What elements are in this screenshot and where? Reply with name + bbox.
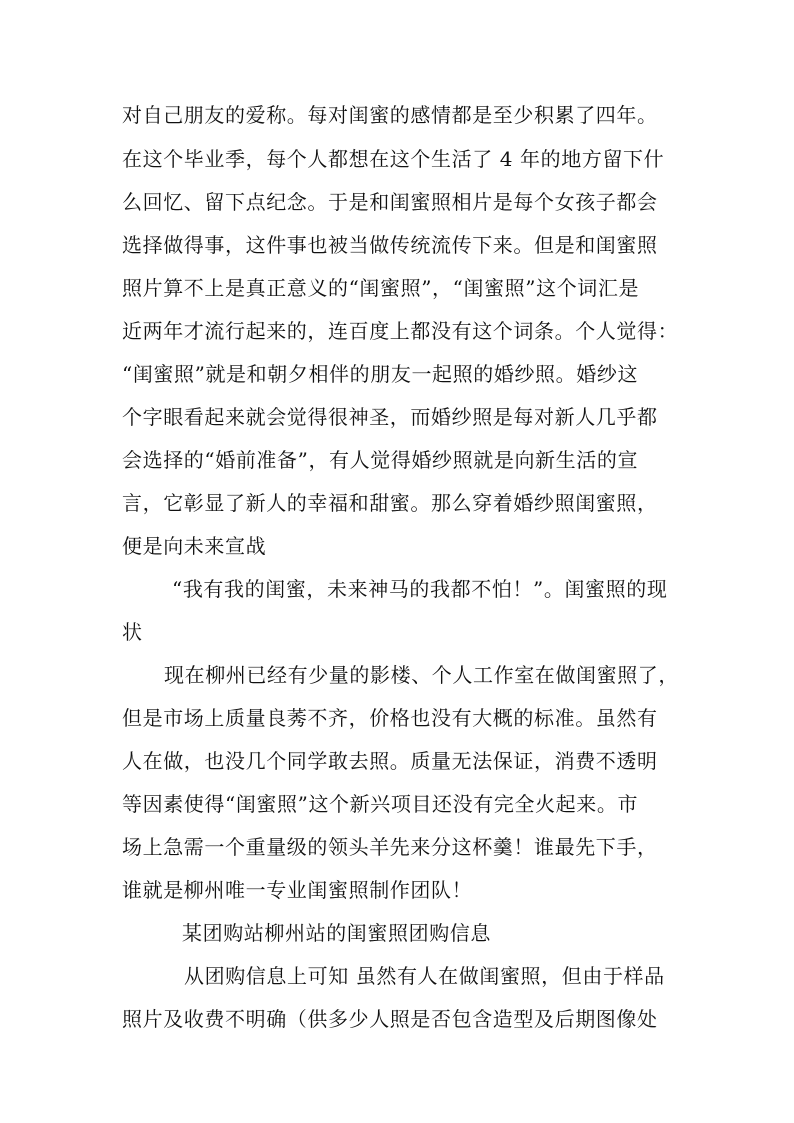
text-line: 等因素使得“闺蜜照”这个新兴项目还没有完全火起来。市 xyxy=(122,792,639,816)
text-line: 近两年才流行起来的，连百度上都没有这个词条。个人觉得： xyxy=(122,319,679,343)
text-line: 会选择的“婚前准备”，有人觉得婚纱照就是向新生活的宣 xyxy=(122,448,639,472)
text-line: 谁就是柳州唯一专业闺蜜照制作团队！ xyxy=(122,878,473,902)
text-line: 照片及收费不明确（供多少人照是否包含造型及后期图像处 xyxy=(122,1007,658,1031)
text-line: 对自己朋友的爱称。每对闺蜜的感情都是至少积累了四年。 xyxy=(122,103,658,127)
paragraph-start-line: 从团购信息上可知 虽然有人在做闺蜜照，但由于样品 xyxy=(184,964,665,988)
text-line: 选择做得事，这件事也被当做传统流传下来。但是和闺蜜照 xyxy=(122,233,658,257)
text-line: 状 xyxy=(122,620,143,644)
quote-line: “我有我的闺蜜，未来神马的我都不怕！”。闺蜜照的现 xyxy=(172,577,668,601)
text-line: “闺蜜照”就是和朝夕相伴的朋友一起照的婚纱照。婚纱这 xyxy=(122,362,639,386)
text-line: 人在做，也没几个同学敢去照。质量无法保证，消费不透明 xyxy=(122,749,658,773)
caption-line: 某团购站柳州站的闺蜜照团购信息 xyxy=(182,921,491,945)
text-line: 在这个毕业季，每个人都想在这个生活了 4 年的地方留下什 xyxy=(122,147,665,171)
text-line: 么回忆、留下点纪念。于是和闺蜜照相片是每个女孩子都会 xyxy=(122,190,658,214)
text-line: 场上急需一个重量级的领头羊先来分这杯羹！谁最先下手， xyxy=(122,835,658,859)
text-line: 言，它彰显了新人的幸福和甜蜜。那么穿着婚纱照闺蜜照， xyxy=(122,491,658,515)
text-line: 照片算不上是真正意义的“闺蜜照”，“闺蜜照”这个词汇是 xyxy=(122,276,640,300)
text-line: 但是市场上质量良莠不齐，价格也没有大概的标准。虽然有 xyxy=(122,706,658,730)
text-line: 便是向未来宣战 xyxy=(122,534,267,558)
text-line: 个字眼看起来就会觉得很神圣，而婚纱照是每对新人几乎都 xyxy=(122,405,658,429)
paragraph-start-line: 现在柳州已经有少量的影楼、个人工作室在做闺蜜照了， xyxy=(164,663,679,687)
